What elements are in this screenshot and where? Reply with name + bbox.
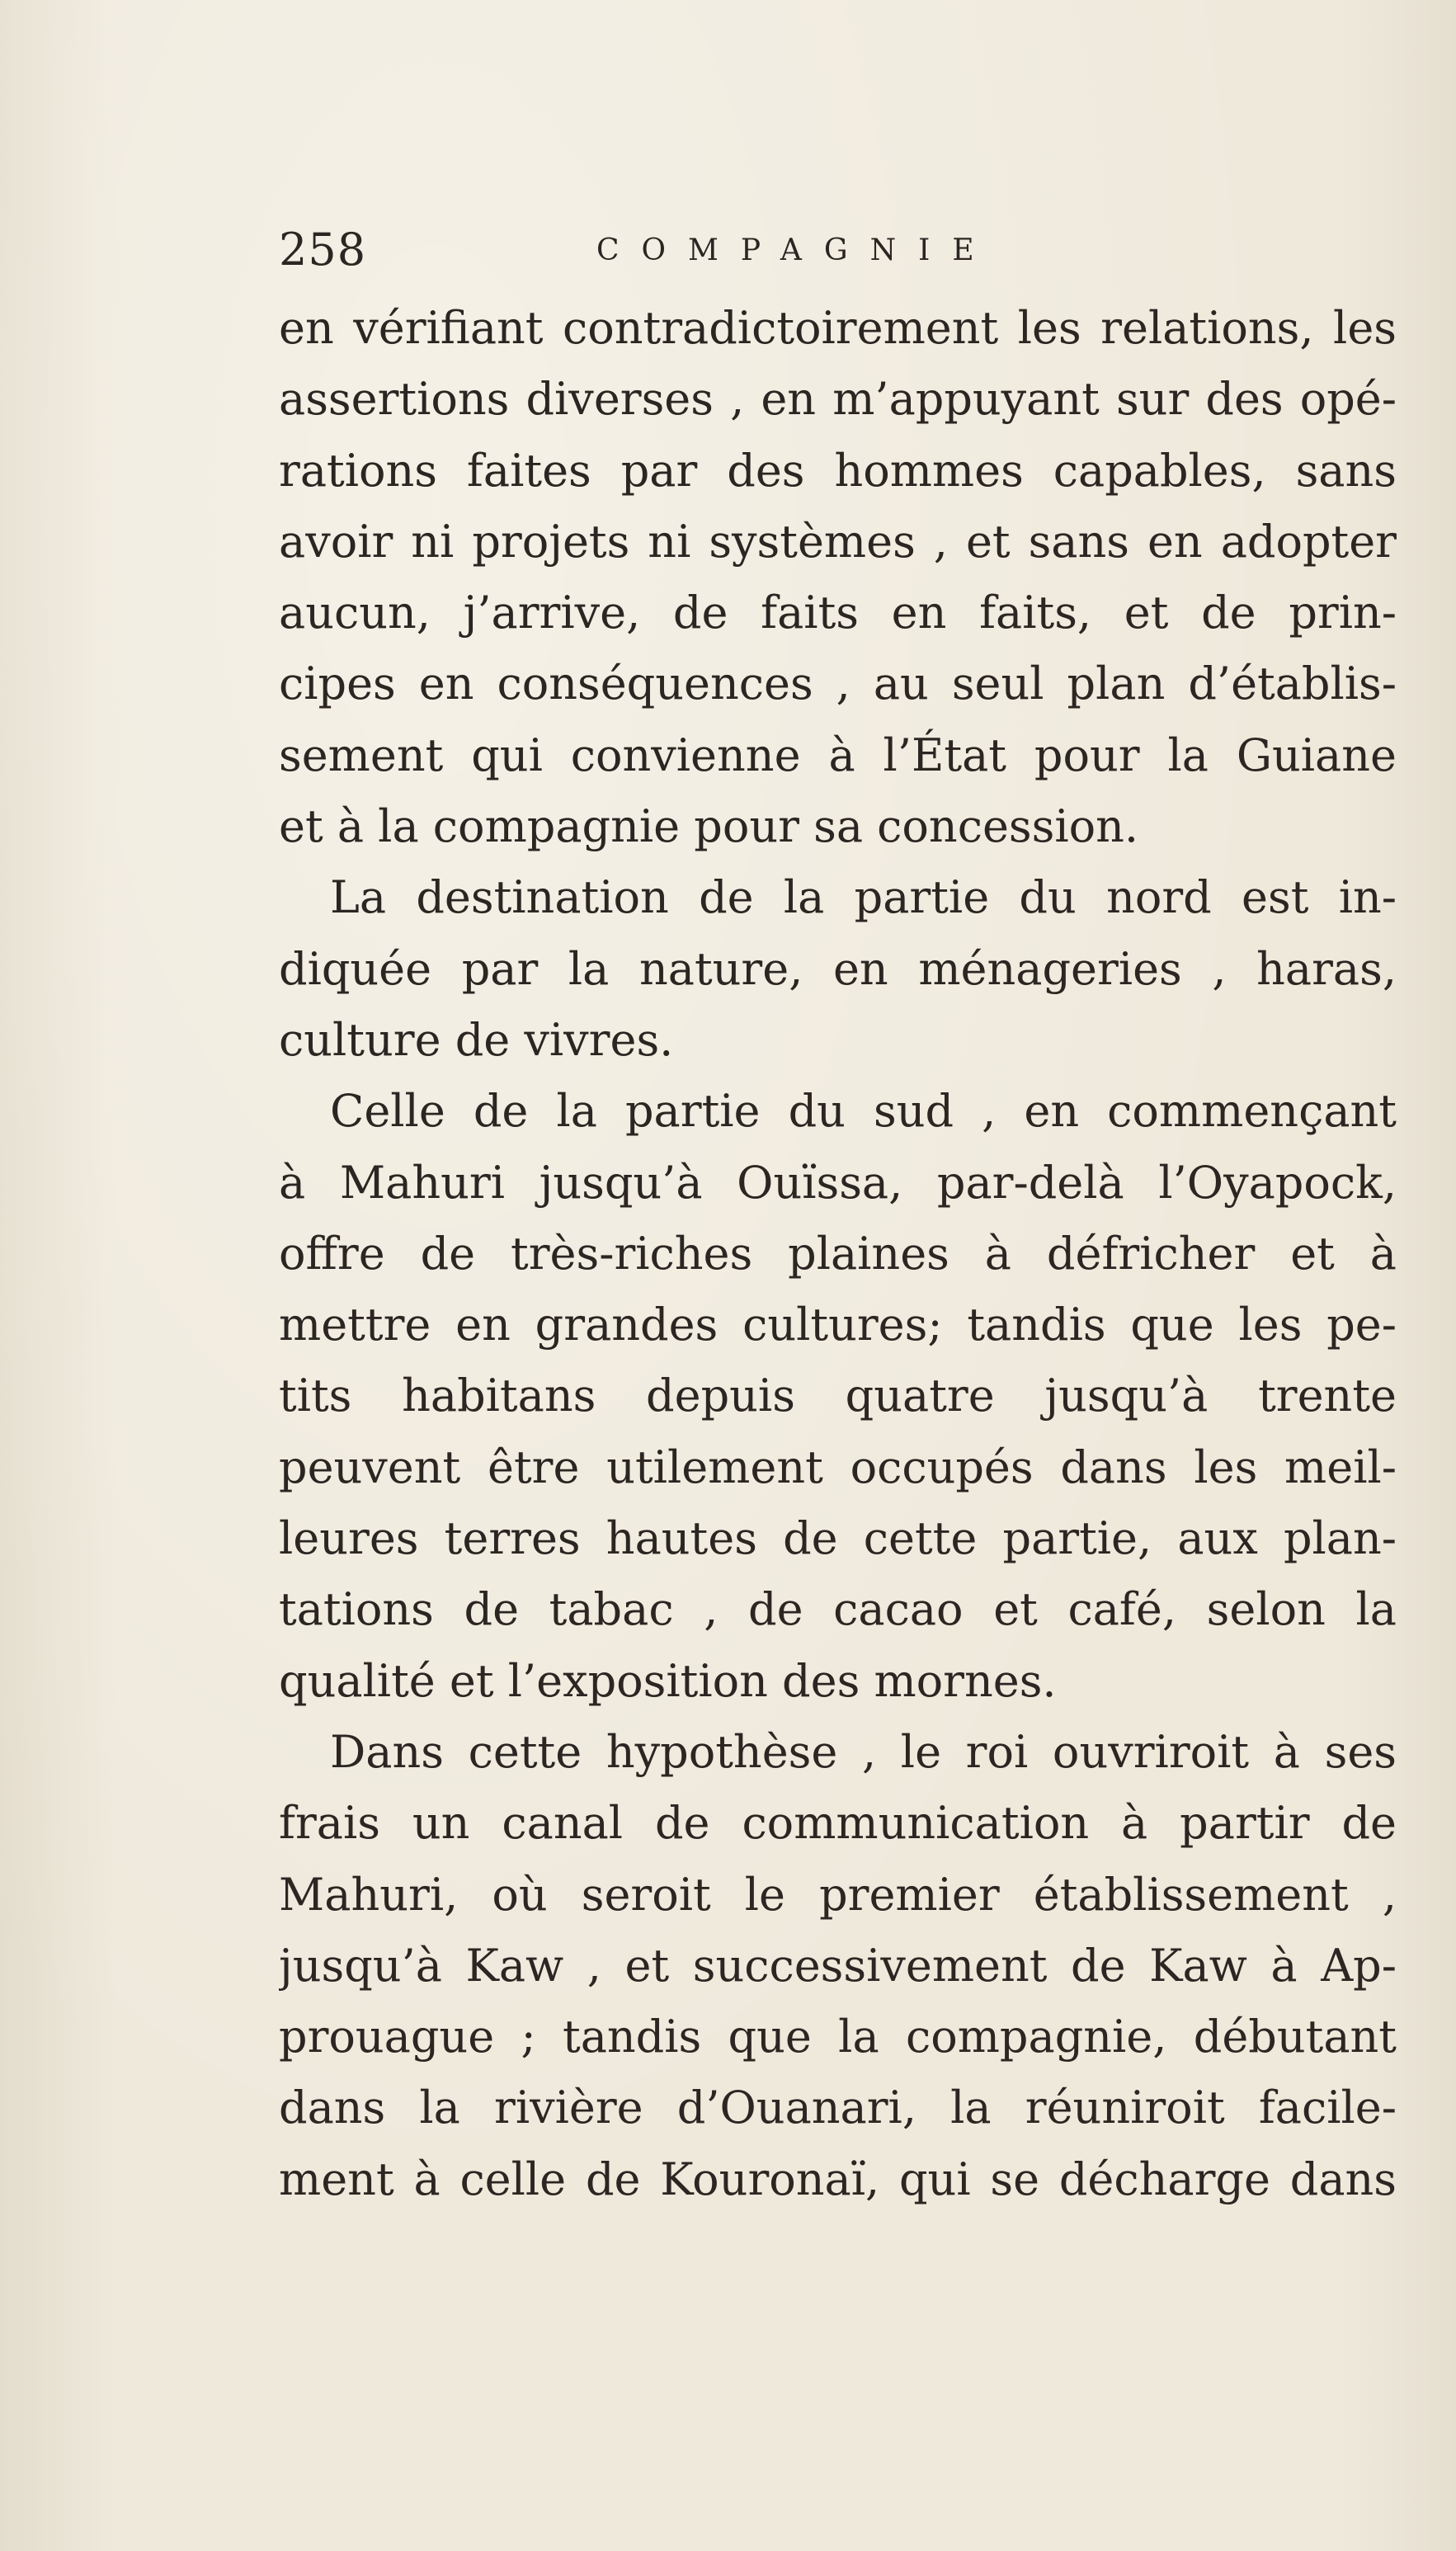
text-line: culture de vivres. [279,1013,674,1066]
text-line: leures terres hautes de cette partie, aux plan- [279,1512,1397,1565]
paragraph-start-line: Dans cette hypothèse , le roi ouvriroit à ses [330,1725,1397,1778]
text-line: aucun, j’arrive, de faits en faits, et de prin- [279,587,1397,639]
text-line: assertions diverses , en m’appuyant sur des opé- [279,373,1397,426]
running-head: COMPAGNIE [596,233,997,267]
text-line: offre de très-riches plaines à défricher et à [279,1227,1397,1280]
text-line: tits habitans depuis quatre jusqu’à trente [279,1370,1397,1422]
text-line: ment à celle de Kouronaï, qui se décharge dans [279,2153,1397,2205]
text-line: mettre en grandes cultures; tandis que les pe- [279,1299,1397,1351]
text-line: peuvent être utilement occupés dans les meil- [279,1441,1397,1493]
text-line: Mahuri, où seroit le premier établissement , [279,1868,1397,1921]
text-line: prouague ; tandis que la compagnie, débutant [279,2011,1397,2063]
text-line: en vérifiant contradictoirement les relations, les [279,302,1397,354]
text-line: rations faites par des hommes capables, sans [279,444,1397,497]
text-line: jusqu’à Kaw , et successivement de Kaw à Ap- [279,1939,1397,1992]
text-line: cipes en conséquences , au seul plan d’établis- [279,658,1397,710]
text-line: qualité et l’exposition des mornes. [279,1654,1057,1707]
text-line: et à la compagnie pour sa concession. [279,800,1139,853]
text-line: frais un canal de communication à partir de [279,1797,1397,1850]
paragraph-start-line: Celle de la partie du sud , en commençant [330,1085,1397,1138]
text-line: tations de tabac , de cacao et café, selon la [279,1583,1397,1636]
text-line: à Mahuri jusqu’à Ouïssa, par-delà l’Oyapock, [279,1156,1397,1209]
paragraph-start-line: La destination de la partie du nord est in- [330,871,1397,924]
text-line: diquée par la nature, en ménageries , haras, [279,942,1397,995]
text-line: sement qui convienne à l’État pour la Guiane [279,729,1397,781]
text-line: avoir ni projets ni systèmes , et sans en adopter [279,515,1397,568]
page-number: 258 [279,224,367,276]
page-header [279,221,1104,279]
body-text [279,293,1397,2215]
text-line: dans la rivière d’Ouanari, la réuniroit facile- [279,2082,1397,2134]
